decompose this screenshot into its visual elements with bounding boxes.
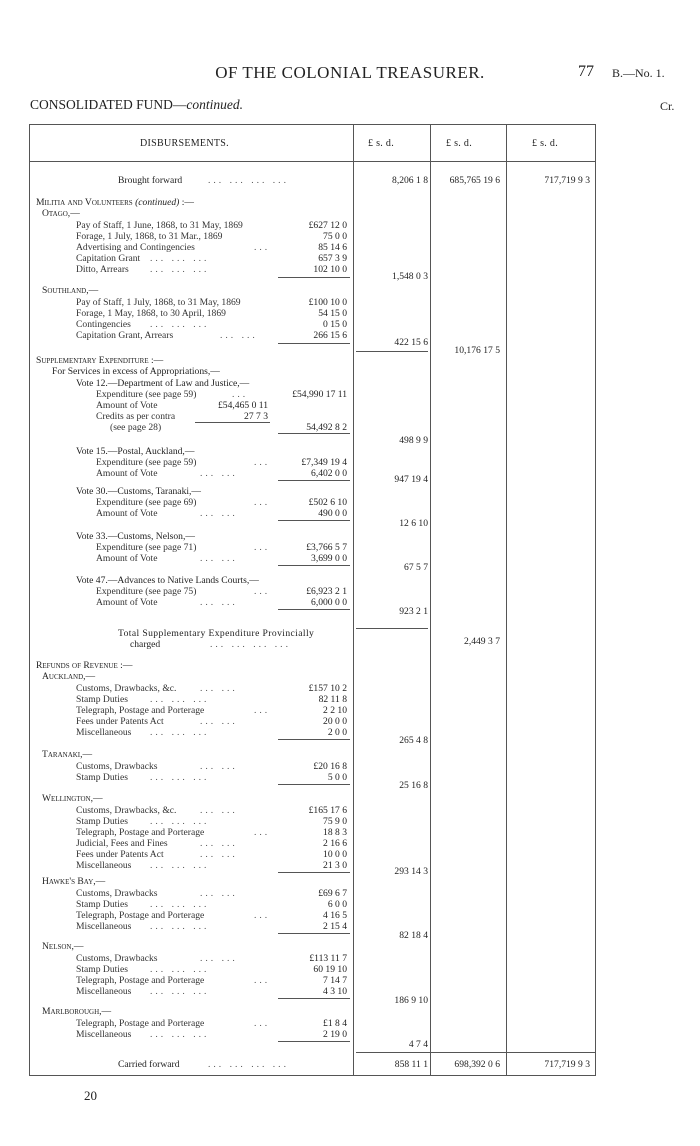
column-divider-2	[430, 124, 431, 1076]
line-amount: 5 0 0	[327, 772, 347, 783]
currency-header-1: £ s. d.	[368, 138, 394, 149]
leader-dots: ... ...	[200, 761, 238, 772]
vote-heading: Vote 30.—Customs, Taranaki,—	[76, 486, 202, 497]
subtotal-rule	[278, 784, 350, 785]
leader-dots: ...	[254, 827, 271, 838]
line-amount: £20 16 8	[313, 761, 347, 772]
brought-forward-col4: 717,719 9 3	[544, 175, 590, 186]
page-number: 77	[578, 63, 594, 80]
page-title: OF THE COLONIAL TREASURER.	[215, 63, 485, 82]
line-amount: £54,465 0 11	[217, 400, 268, 411]
section-total: 10,176 17 5	[454, 345, 500, 356]
subtotal-rule	[278, 1041, 350, 1042]
subtotal-rule	[356, 628, 428, 629]
line-amount: £157 10 2	[308, 683, 347, 694]
subtotal-rule	[278, 433, 350, 434]
line-item: Customs, Drawbacks, &c.	[76, 683, 177, 694]
line-item: Fees under Patents Act	[76, 849, 164, 860]
sub-heading: For Services in excess of Appropriations,—	[52, 366, 220, 377]
subtotal-amount: 498 9 9	[399, 435, 428, 446]
line-item: Telegraph, Postage and Porterage	[76, 705, 205, 716]
line-item: Forage, 1 May, 1868, to 30 April, 1869	[76, 308, 226, 319]
line-amount: 657 3 9	[318, 253, 347, 264]
leader-dots: ... ... ...	[150, 816, 210, 827]
line-item: (see page 28)	[110, 422, 162, 433]
line-amount: 2 2 10	[323, 705, 347, 716]
line-item: Customs, Drawbacks, &c.	[76, 805, 177, 816]
province-heading: Southland,—	[42, 285, 99, 296]
line-item: Amount of Vote	[96, 468, 158, 479]
line-item: Judicial, Fees and Fines	[76, 838, 168, 849]
line-item: Miscellaneous	[76, 1029, 132, 1040]
subtotal-rule	[278, 872, 350, 873]
document-reference: B.—No. 1.	[612, 66, 665, 80]
leader-dots: ... ...	[200, 716, 238, 727]
line-item: Customs, Drawbacks	[76, 888, 158, 899]
province-heading: Otago,—	[42, 208, 80, 219]
currency-header-3: £ s. d.	[532, 138, 558, 149]
leader-dots: ... ... ...	[150, 964, 210, 975]
line-amount: 4 16 5	[323, 910, 347, 921]
line-amount: 10 0 0	[323, 849, 347, 860]
section-total: 2,449 3 7	[464, 636, 500, 647]
leader-dots: ...	[254, 1018, 271, 1029]
line-amount: 6,000 0 0	[311, 597, 347, 608]
subtotal-rule	[278, 609, 350, 610]
subtotal-amount: 186 9 10	[394, 995, 428, 1006]
line-item: Stamp Duties	[76, 899, 128, 910]
leader-dots: ... ... ...	[150, 264, 210, 275]
line-item: Telegraph, Postage and Porterage	[76, 910, 205, 921]
leader-dots: ... ...	[200, 597, 238, 608]
line-amount: 2 19 0	[323, 1029, 347, 1040]
line-amount: £113 11 7	[309, 953, 347, 964]
subtotal-rule	[278, 520, 350, 521]
line-amount: £6,923 2 1	[306, 586, 347, 597]
leader-dots: ...	[254, 497, 271, 508]
line-amount: £627 12 0	[308, 220, 347, 231]
leader-dots: ...	[254, 975, 271, 986]
line-amount: 2 16 6	[323, 838, 347, 849]
subtotal-amount: 67 5 7	[404, 562, 428, 573]
leader-dots: ...	[254, 705, 271, 716]
credit-side-label: Cr.	[660, 99, 675, 113]
leader-dots: ... ...	[200, 953, 238, 964]
line-item: Capitation Grant	[76, 253, 141, 264]
leader-dots: ... ... ... ...	[210, 639, 291, 650]
leader-dots: ... ...	[200, 849, 238, 860]
line-amount: £1 8 4	[323, 1018, 347, 1029]
line-item: Telegraph, Postage and Porterage	[76, 975, 205, 986]
line-amount: £165 17 6	[308, 805, 347, 816]
section-heading: Refunds of Revenue :—	[36, 660, 133, 671]
leader-dots: ... ... ...	[150, 319, 210, 330]
leader-dots: ... ... ... ...	[208, 175, 289, 186]
subtotal-amount: 265 4 8	[399, 735, 428, 746]
leader-dots: ... ... ...	[150, 1029, 210, 1040]
subtotal-rule	[278, 343, 350, 344]
line-amount: 54,492 8 2	[306, 422, 347, 433]
subtotal-amount: 947 19 4	[394, 474, 428, 485]
disbursements-header: DISBURSEMENTS.	[140, 138, 229, 149]
line-item: Pay of Staff, 1 June, 1868, to 31 May, 1869	[76, 220, 243, 231]
vote-heading: Vote 15.—Postal, Auckland,—	[76, 446, 195, 457]
line-item: Telegraph, Postage and Porterage	[76, 827, 205, 838]
line-amount: £54,990 17 11	[292, 389, 347, 400]
subtotal-amount: 923 2 1	[399, 606, 428, 617]
province-heading: Taranaki,—	[42, 749, 93, 760]
line-amount: 18 8 3	[323, 827, 347, 838]
leader-dots: ... ...	[200, 683, 238, 694]
line-amount: £100 10 0	[308, 297, 347, 308]
line-item: Contingencies	[76, 319, 131, 330]
section-heading: Militia and Volunteers (continued) :—	[36, 197, 194, 208]
subtotal-rule	[278, 739, 350, 740]
vote-heading: Vote 12.—Department of Law and Justice,—	[76, 378, 250, 389]
line-item: Stamp Duties	[76, 816, 128, 827]
leader-dots: ... ...	[200, 838, 238, 849]
subtotal-amount: 1,548 0 3	[392, 271, 428, 282]
line-item: Customs, Drawbacks	[76, 953, 158, 964]
carried-forward-label: Carried forward	[118, 1059, 180, 1070]
leader-dots: ...	[254, 457, 271, 468]
province-heading: Auckland,—	[42, 671, 96, 682]
leader-dots: ...	[254, 586, 271, 597]
line-amount: 0 15 0	[323, 319, 347, 330]
leader-dots: ... ...	[220, 330, 258, 341]
line-amount: 21 3 0	[323, 860, 347, 871]
subtotal-rule	[278, 480, 350, 481]
leader-dots: ...	[232, 389, 249, 400]
line-amount: £69 6 7	[318, 888, 347, 899]
leader-dots: ... ... ...	[150, 986, 210, 997]
line-amount: 2 15 4	[323, 921, 347, 932]
line-item: Expenditure (see page 75)	[96, 586, 197, 597]
brought-forward-col3: 685,765 19 6	[449, 175, 500, 186]
line-amount: 490 0 0	[318, 508, 347, 519]
carried-forward-col2: 858 11 1	[394, 1059, 428, 1070]
line-amount: 82 11 8	[318, 694, 347, 705]
vote-heading: Vote 47.—Advances to Native Lands Courts,—	[76, 575, 259, 586]
line-amount: 20 0 0	[323, 716, 347, 727]
line-item: Expenditure (see page 59)	[96, 457, 197, 468]
table-left-border	[29, 124, 30, 1076]
line-amount: 102 10 0	[313, 264, 347, 275]
carried-forward-col4: 717,719 9 3	[544, 1059, 590, 1070]
line-item: Fees under Patents Act	[76, 716, 164, 727]
province-heading: Nelson,—	[42, 941, 84, 952]
table-head-rule	[29, 161, 596, 162]
line-item: Telegraph, Postage and Porterage	[76, 1018, 205, 1029]
table-top-rule	[29, 124, 596, 125]
brought-forward-label: Brought forward	[118, 175, 183, 186]
line-item: Stamp Duties	[76, 694, 128, 705]
leader-dots: ... ... ...	[150, 921, 210, 932]
line-amount: 4 3 10	[323, 986, 347, 997]
leader-dots: ...	[254, 910, 271, 921]
province-heading: Wellington,—	[42, 793, 103, 804]
line-item: Expenditure (see page 69)	[96, 497, 197, 508]
line-amount: £3,766 5 7	[306, 542, 347, 553]
line-amount: 75 9 0	[323, 816, 347, 827]
leader-dots: ... ... ...	[150, 727, 210, 738]
line-item: Ditto, Arrears	[76, 264, 129, 275]
subtotal-rule	[278, 933, 350, 934]
line-item: Expenditure (see page 71)	[96, 542, 197, 553]
line-amount: 54 15 0	[318, 308, 347, 319]
currency-header-2: £ s. d.	[446, 138, 472, 149]
table-right-border	[595, 124, 596, 1076]
line-amount: 2 0 0	[327, 727, 347, 738]
leader-dots: ... ... ...	[150, 772, 210, 783]
subtotal-amount: 4 7 4	[408, 1039, 428, 1050]
line-item: Pay of Staff, 1 July, 1868, to 31 May, 1869	[76, 297, 241, 308]
total-label: charged	[130, 639, 161, 650]
line-item: Amount of Vote	[96, 400, 158, 411]
leader-dots: ... ...	[200, 468, 238, 479]
leader-dots: ... ... ...	[150, 860, 210, 871]
line-amount: £7,349 19 4	[301, 457, 347, 468]
fund-heading: CONSOLIDATED FUND—continued.	[30, 97, 244, 112]
line-item: Advertising and Contingencies	[76, 242, 195, 253]
leader-dots: ... ... ... ...	[208, 1059, 289, 1070]
column-divider-1	[353, 124, 354, 1076]
line-amount: 3,699 0 0	[311, 553, 347, 564]
leader-dots: ... ...	[200, 553, 238, 564]
subtotal-rule	[356, 351, 428, 352]
province-heading: Hawke's Bay,—	[42, 876, 106, 887]
subtotal-amount: 293 14 3	[394, 866, 428, 877]
subtotal-amount: 12 6 10	[399, 518, 428, 529]
subtotal-amount: 82 18 4	[399, 930, 428, 941]
leader-dots: ... ...	[200, 888, 238, 899]
line-amount: 7 14 7	[323, 975, 347, 986]
leader-dots: ... ...	[200, 508, 238, 519]
leader-dots: ...	[254, 542, 271, 553]
subtotal-rule	[195, 422, 270, 423]
footer-page-number: 20	[84, 1088, 97, 1103]
subtotal-rule	[278, 998, 350, 999]
section-heading: Supplementary Expenditure :—	[36, 355, 164, 366]
line-item: Forage, 1 July, 1868, to 31 Mar., 1869	[76, 231, 223, 242]
vote-heading: Vote 33.—Customs, Nelson,—	[76, 531, 195, 542]
carried-forward-rule	[356, 1052, 596, 1053]
line-amount: 75 0 0	[323, 231, 347, 242]
leader-dots: ... ... ...	[150, 253, 210, 264]
leader-dots: ... ... ...	[150, 694, 210, 705]
line-item: Stamp Duties	[76, 772, 128, 783]
subtotal-rule	[278, 565, 350, 566]
line-amount: 6,402 0 0	[311, 468, 347, 479]
subtotal-amount: 422 15 6	[394, 337, 428, 348]
subtotal-amount: 25 16 8	[399, 780, 428, 791]
column-divider-3	[506, 124, 507, 1076]
line-item: Miscellaneous	[76, 986, 132, 997]
line-item: Customs, Drawbacks	[76, 761, 158, 772]
leader-dots: ... ... ...	[150, 899, 210, 910]
carried-forward-col3: 698,392 0 6	[454, 1059, 500, 1070]
line-item: Amount of Vote	[96, 553, 158, 564]
leader-dots: ...	[254, 242, 271, 253]
line-amount: 266 15 6	[313, 330, 347, 341]
total-label: Total Supplementary Expenditure Provincially	[118, 628, 315, 639]
leader-dots: ... ...	[200, 805, 238, 816]
line-item: Miscellaneous	[76, 921, 132, 932]
line-item: Amount of Vote	[96, 597, 158, 608]
line-item: Stamp Duties	[76, 964, 128, 975]
line-item: Expenditure (see page 59)	[96, 389, 197, 400]
line-item: Miscellaneous	[76, 727, 132, 738]
line-item: Capitation Grant, Arrears	[76, 330, 174, 341]
line-item: Amount of Vote	[96, 508, 158, 519]
subtotal-rule	[278, 277, 350, 278]
brought-forward-col2: 8,206 1 8	[392, 175, 428, 186]
province-heading: Marlborough,—	[42, 1006, 112, 1017]
line-amount: 27 7 3	[244, 411, 268, 422]
line-amount: 60 19 10	[313, 964, 347, 975]
line-amount: £502 6 10	[308, 497, 347, 508]
line-amount: 85 14 6	[318, 242, 347, 253]
line-item: Credits as per contra	[96, 411, 176, 422]
line-item: Miscellaneous	[76, 860, 132, 871]
table-bottom-rule	[29, 1075, 596, 1076]
line-amount: 6 0 0	[327, 899, 347, 910]
